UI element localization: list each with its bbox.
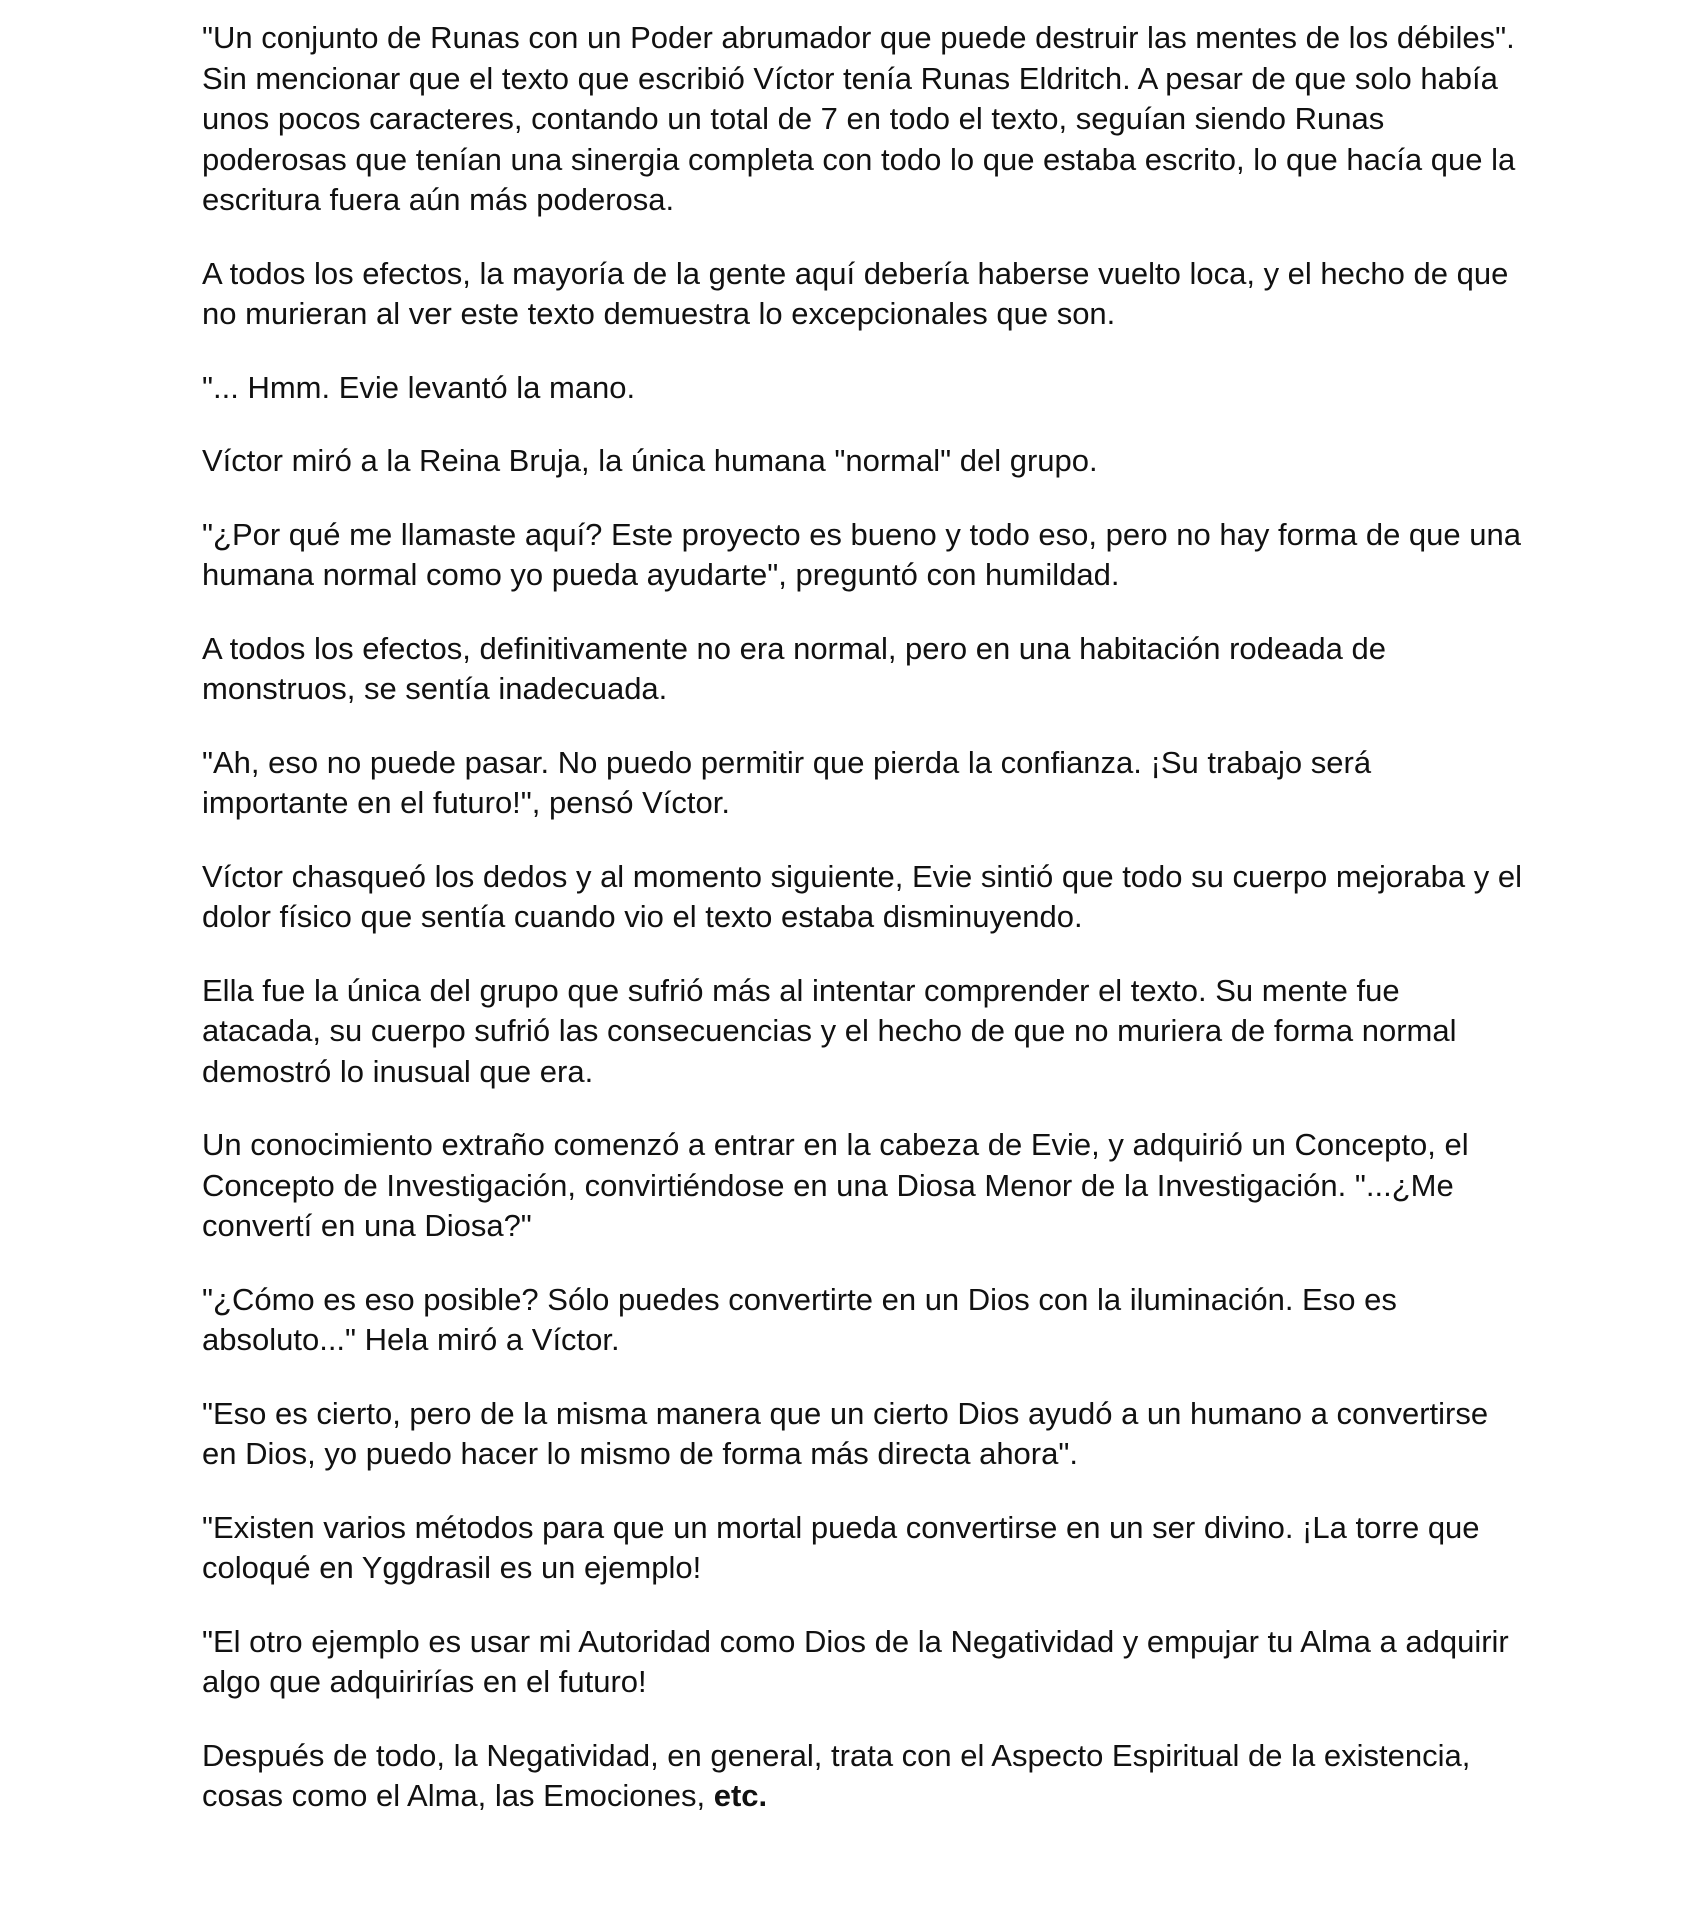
paragraph-9: Ella fue la única del grupo que sufrió más al intentar comprender el texto. Su mente fue atacada, su cuerpo sufrió las consecuencias y el hecho de que no muriera de forma normal demostró lo inusual que era. xyxy=(202,972,1457,1089)
paragraph-15-bold-tail: etc. xyxy=(713,1778,768,1813)
paragraph-15 xyxy=(202,1736,1522,1817)
paragraph-5: "¿Por qué me llamaste aquí? Este proyecto es bueno y todo eso, pero no hay forma de que una humana normal como yo pueda ayudarte", preguntó con humildad. xyxy=(202,516,1521,592)
paragraph-14: "El otro ejemplo es usar mi Autoridad como Dios de la Negatividad y empujar tu Alma a adquirir algo que adquirirías en el futuro! xyxy=(202,1623,1509,1699)
paragraph-15-text: Después de todo, la Negatividad, en general, trata con el Aspecto Espiritual de la existencia, cosas como el Alma, las Emociones, xyxy=(202,1737,1471,1813)
paragraph-1: "Un conjunto de Runas con un Poder abrumador que puede destruir las mentes de los débiles". Sin mencionar que el texto que escribió Víctor tenía Runas Eldritch. A pesar de que solo había unos pocos caracteres, contando un total de 7 en todo el texto, seguían siendo Runas poderosas que tenían una sinergia completa con todo lo que estaba escrito, lo que hacía que la escritura fuera aún más poderosa. xyxy=(202,20,1516,217)
paragraph-4: Víctor miró a la Reina Bruja, la única humana "normal" del grupo. xyxy=(202,443,1098,478)
paragraph-11: "¿Cómo es eso posible? Sólo puedes convertirte en un Dios con la iluminación. Eso es absoluto..." Hela miró a Víctor. xyxy=(202,1281,1397,1357)
paragraph-13: "Existen varios métodos para que un mortal pueda convertirse en un ser divino. ¡La torre que coloqué en Yggdrasil es un ejemplo! xyxy=(202,1509,1480,1585)
paragraph-10: Un conocimiento extraño comenzó a entrar en la cabeza de Evie, y adquirió un Concepto, el Concepto de Investigación, convirtiéndose en una Diosa Menor de la Investigación. "...¿Me convertí en una Diosa?" xyxy=(202,1127,1469,1243)
paragraph-8: Víctor chasqueó los dedos y al momento siguiente, Evie sintió que todo su cuerpo mejoraba y el dolor físico que sentía cuando vio el texto estaba disminuyendo. xyxy=(202,858,1522,934)
paragraph-2: A todos los efectos, la mayoría de la gente aquí debería haberse vuelto loca, y el hecho de que no murieran al ver este texto demuestra lo excepcionales que son. xyxy=(202,255,1509,331)
paragraph-12: "Eso es cierto, pero de la misma manera que un cierto Dios ayudó a un humano a convertirse en Dios, yo puedo hacer lo mismo de forma más directa ahora". xyxy=(202,1395,1489,1471)
paragraph-7: "Ah, eso no puede pasar. No puedo permitir que pierda la confianza. ¡Su trabajo será importante en el futuro!", pensó Víctor. xyxy=(202,744,1372,820)
paragraph-6: A todos los efectos, definitivamente no era normal, pero en una habitación rodeada de monstruos, se sentía inadecuada. xyxy=(202,630,1386,706)
paragraph-3: "... Hmm. Evie levantó la mano. xyxy=(202,369,636,405)
document-page xyxy=(202,18,1522,1850)
